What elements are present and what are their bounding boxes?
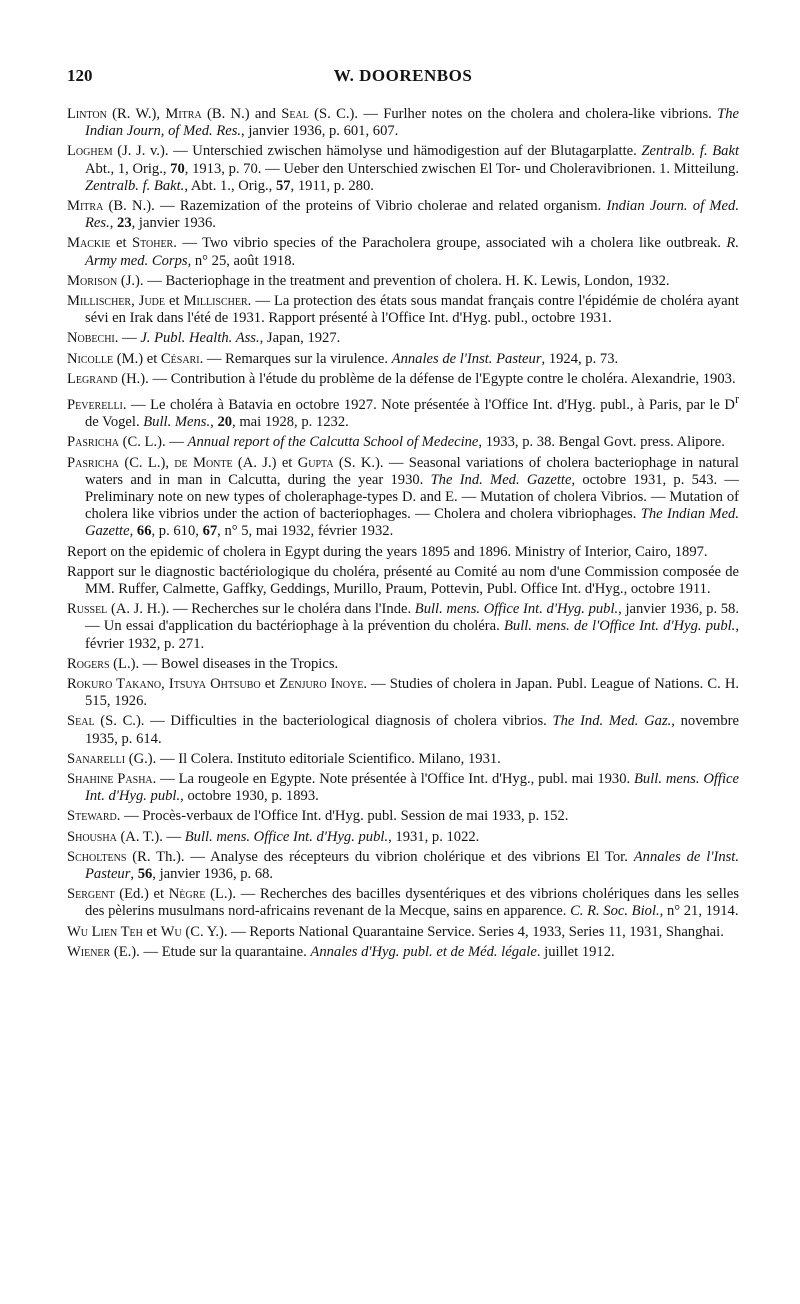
author-name: Wu [160, 923, 182, 940]
entry-text: (C. Y.). — Reports National Quarantaine Service. Series 4, 1933, Series 11, 1931, Shanghai. [181, 923, 724, 940]
journal-title: R. Army med. Corps [85, 235, 739, 269]
author-name: Nicolle [67, 350, 114, 367]
journal-title: Annales de l'Inst. Pasteur [391, 350, 542, 367]
entry-text: (E.). — Etude sur la quarantaine. [110, 943, 311, 960]
journal-title: Indian Journ. of Med. Res. [85, 198, 739, 232]
bibliography-entry-nicolle [67, 351, 739, 368]
journal-title: The Ind. Med. Gaz. [552, 713, 672, 730]
journal-title: Zentralb. f. Bakt [641, 143, 739, 160]
entry-text: , [129, 523, 137, 540]
bibliography-entry-mackie [67, 235, 739, 269]
bibliography-entry-rogers [67, 656, 739, 673]
entry-text: . juillet 1912. [536, 943, 615, 960]
entry-text: (J.). — Bacteriophage in the treatment and prevention of cholera. H. K. Lewis, London, 1932. [117, 272, 670, 289]
bibliography-entry-russel [67, 601, 739, 653]
entry-text: , n° 21, 1914. [659, 903, 739, 920]
journal-title: Bull. Mens. [143, 414, 211, 431]
author-name: Pasricha [67, 454, 120, 471]
entry-text: . — Remarques sur la virulence. [199, 350, 392, 367]
journal-title: The Ind. Med. Gazette [430, 471, 572, 488]
entry-text: (Ed.) et [114, 886, 169, 903]
entry-text: , [109, 215, 118, 232]
journal-title: Annales d'Hyg. publ. et de Méd. légale [310, 943, 537, 960]
author-name: Steward [67, 808, 117, 825]
author-name: Nègre [168, 886, 206, 903]
author-name: Rokuro Takano [67, 675, 162, 692]
running-title: W. DOORENBOS [333, 66, 473, 85]
author-name: Shousha [67, 828, 117, 845]
superscript: r [734, 392, 739, 407]
author-name: Mitra [67, 198, 104, 215]
entry-text: (R. Th.). — Analyse des récepteurs du vibrion cholérique et des vibrions El Tor. [126, 848, 634, 865]
author-name: Sergent [67, 886, 115, 903]
bibliography-entry-mitra [67, 198, 739, 232]
author-name: Wiener [67, 943, 111, 960]
entry-text: . — [114, 330, 141, 347]
bibliography-entry-millischer [67, 293, 739, 327]
entry-text: . — Two vibrio species of the Paracholera groupe, associated wih a cholera like outbreak. [173, 235, 727, 252]
bibliography-entry-peverelli [67, 391, 739, 431]
entry-text: et [110, 235, 132, 252]
entry-text: Rapport sur le diagnostic bactériologique du choléra, présenté au Comité au nom d'une Commission composée de MM. Ruffer, Calmette, Gaffky, Geddings, Murillo, Praum, Pottevin, Publ. Office Int. d'Hyg., octobre 1911. [67, 563, 739, 597]
entry-text: (L.). — Bowel diseases in the Tropics. [109, 655, 339, 672]
volume-number: 23 [117, 215, 132, 232]
entry-text: (R. W.), [106, 106, 166, 122]
bibliography-entry-shahine [67, 771, 739, 805]
bibliography-entry-rapport [67, 564, 739, 598]
entry-text: , [130, 865, 138, 882]
entry-text: (M.) et [113, 350, 161, 367]
entry-text: , n° 5, mai 1932, février 1932. [217, 523, 394, 540]
author-name: Shahine Pasha [67, 770, 153, 787]
entry-text: Abt., 1, Orig., [85, 160, 171, 177]
entry-text: et [260, 675, 280, 692]
entry-text: (C. L.), [119, 454, 175, 471]
entry-text: (B. N.). — Razemization of the proteins of Vibrio cholerae and related organism. [103, 198, 607, 215]
bibliography-entry-wiener [67, 944, 739, 961]
entry-text: , février 1932, p. 271. [85, 618, 739, 652]
entry-text: et [142, 923, 161, 940]
entry-text: , Japan, 1927. [259, 330, 341, 347]
bibliography-entry-pasricha-1 [67, 434, 739, 451]
bibliography-entry-sergent [67, 886, 739, 920]
entry-text: . — La rougeole en Egypte. Note présentée à l'Office Int. d'Hyg., publ. mai 1930. [152, 770, 635, 787]
author-name: Sanarelli [67, 750, 126, 767]
author-name: Gupta [297, 454, 334, 471]
entry-text: (B. N.) and [201, 106, 282, 122]
author-name: Nobechi [67, 330, 115, 347]
bibliography-entry-seal [67, 713, 739, 747]
entry-text: , janvier 1936, p. 68. [152, 865, 274, 882]
journal-title: Annales de l'Inst. Pasteur [85, 848, 739, 882]
bibliography-entry-linton [67, 106, 739, 140]
author-name: Wu Lien Teh [67, 923, 143, 940]
entry-text: , [210, 414, 218, 431]
entry-text: (J. J. v.). — Unterschied zwischen hämolyse und hämodigestion auf der Blutagarplatte. [112, 143, 642, 160]
entry-text: , 1924, p. 73. [541, 350, 619, 367]
bibliography-entry-nobechi [67, 330, 739, 347]
document-page [67, 66, 739, 964]
journal-title: C. R. Soc. Biol. [570, 903, 660, 920]
author-name: Millischer [183, 293, 248, 310]
entry-text: et [165, 293, 184, 310]
entry-text: (G.). — Il Colera. Instituto editoriale Scientifico. Milano, 1931. [125, 750, 501, 767]
entry-text: , [161, 675, 169, 692]
author-name: Morison [67, 272, 118, 289]
page-header [67, 66, 739, 90]
entry-text: de Vogel. [85, 414, 144, 431]
author-name: Linton [67, 106, 107, 122]
entry-text: , p. 610, [151, 523, 203, 540]
bibliography-entry-morison [67, 273, 739, 290]
entry-text: . — La protection des états sous mandat français contre l'épidémie de choléra ayant sévi en Irak dans l'été de 1931. Rapport présenté à l'Office Int. d'Hyg. publ., octobre 1931. [85, 293, 739, 327]
bibliography-list [67, 106, 739, 961]
author-name: Mitra [165, 106, 202, 122]
journal-title: Bull. mens. Office Int. d'Hyg. publ. [414, 601, 619, 618]
bibliography-entry-rokuro [67, 676, 739, 710]
author-name: Mackie [67, 235, 111, 252]
volume-number: 66 [136, 523, 152, 540]
author-name: Itsuya Ohtsubo [168, 675, 261, 692]
volume-number: 56 [137, 865, 153, 882]
volume-number: 70 [170, 160, 185, 177]
page-number: 120 [67, 66, 93, 85]
bibliography-entry-shousha [67, 829, 739, 846]
volume-number: 20 [217, 414, 233, 431]
journal-title: Bull. mens. Office Int. d'Hyg. publ. [85, 770, 739, 805]
bibliography-entry-wu-lien-teh [67, 924, 739, 941]
journal-title: The Indian Journ, of Med. Res. [85, 106, 739, 140]
entry-text: (S. C.). — Difficulties in the bacteriological diagnosis of cholera vibrios. [94, 713, 553, 730]
author-name: Seal [281, 106, 309, 122]
author-name: Rogers [67, 655, 110, 672]
entry-text: . — Le choléra à Batavia en octobre 1927. Note présentée à l'Office Int. d'Hyg. publ., à Paris, par le D [122, 396, 735, 413]
journal-title: J. Publ. Health. Ass. [140, 330, 260, 347]
author-name: Zenjuro Inoye [279, 675, 364, 692]
journal-title: The Indian Med. Gazette [85, 506, 739, 540]
journal-title: Bull. mens. de l'Office Int. d'Hyg. publ. [503, 618, 736, 635]
entry-text: , janvier 1936, p. 601, 607. [241, 123, 399, 140]
author-name: Stoher [131, 235, 174, 252]
author-name: Jude [138, 293, 165, 310]
entry-text: (L.). — Recherches des bacilles dysentériques et des vibrions cholériques dans les selles des pèlerins musulmans nord-africains revenant de la Mecque, sains en apparence. [85, 886, 739, 920]
entry-text: , janvier 1936, p. 58. — Un essai d'application du bactériophage à la prévention du choléra. [85, 601, 739, 635]
entry-text: , janvier 1936. [131, 215, 216, 232]
bibliography-entry-legrand [67, 371, 739, 388]
entry-text: , 1933, p. 38. Bengal Govt. press. Alipore. [478, 434, 725, 451]
entry-text: (H.). — Contribution à l'étude du problème de la défense de l'Egypte contre le choléra. Alexandrie, 1903. [117, 370, 736, 387]
entry-text: (S. K.). — Seasonal variations of cholera bacteriophage in natural waters and in man in Calcutta, during the year 1930. [85, 454, 739, 488]
author-name: Scholtens [67, 848, 127, 865]
entry-text: , novembre 1935, p. 614. [85, 713, 739, 747]
entry-text: , Abt. 1., Orig., [184, 177, 276, 194]
entry-text: , octobre 1930, p. 1893. [180, 788, 319, 805]
author-name: Legrand [67, 370, 118, 387]
entry-text: (A. J. H.). — Recherches sur le choléra dans l'Inde. [107, 601, 415, 618]
entry-text: , 1913, p. 70. — Ueber den Unterschied zwischen El Tor- und Choleravibrionen. 1. Mitteilung. [184, 160, 739, 177]
volume-number: 57 [275, 177, 291, 194]
author-name: Peverelli [67, 396, 123, 413]
entry-text: (A. T.). — [116, 828, 185, 845]
volume-number: 67 [202, 523, 218, 540]
author-name: Loghem [67, 143, 113, 160]
entry-text: , [131, 293, 139, 310]
author-name: Pasricha [67, 434, 120, 451]
bibliography-entry-report [67, 544, 739, 561]
author-name: Césari [160, 350, 200, 367]
entry-text: , 1931, p. 1022. [388, 828, 480, 845]
entry-text: , 1911, p. 280. [290, 177, 374, 194]
author-name: de Monte [174, 454, 233, 471]
author-name: Seal [67, 713, 95, 730]
author-name: Millischer [67, 293, 132, 310]
journal-title: Annual report of the Calcutta School of Medecine [187, 434, 479, 451]
entry-text: . — Studies of cholera in Japan. Publ. League of Nations. C. H. 515, 1926. [85, 675, 740, 710]
entry-text: (A. J.) et [232, 454, 298, 471]
bibliography-entry-steward [67, 808, 739, 825]
entry-text: , mai 1928, p. 1232. [232, 414, 349, 431]
journal-title: Zentralb. f. Bakt. [85, 177, 185, 194]
entry-text: , n° 25, août 1918. [187, 252, 296, 269]
journal-title: Bull. mens. Office Int. d'Hyg. publ. [184, 828, 389, 845]
bibliography-entry-scholtens [67, 849, 739, 883]
bibliography-entry-sanarelli [67, 751, 739, 768]
entry-text: . — Procès-verbaux de l'Office Int. d'Hyg. publ. Session de mai 1933, p. 152. [116, 808, 569, 825]
entry-text: , octobre 1931, p. 543. — Preliminary note on new types of choleraphage-types D. and E. — Mutation of cholera Vibrios. — Mutation of cholera like vibrios under the action of bacteriophages. — Cholera and cholera vibriophages. [85, 471, 739, 523]
author-name: Russel [67, 601, 108, 618]
entry-text: (C. L.). — [119, 434, 188, 451]
entry-text: Report on the epidemic of cholera in Egypt during the years 1895 and 1896. Ministry of Interior, Cairo, 1897. [67, 543, 708, 560]
entry-text: (S. C.). — Furlher notes on the cholera and cholera-like vibrions. [308, 106, 718, 122]
bibliography-entry-loghem [67, 143, 739, 195]
bibliography-entry-pasricha-2 [67, 455, 739, 541]
